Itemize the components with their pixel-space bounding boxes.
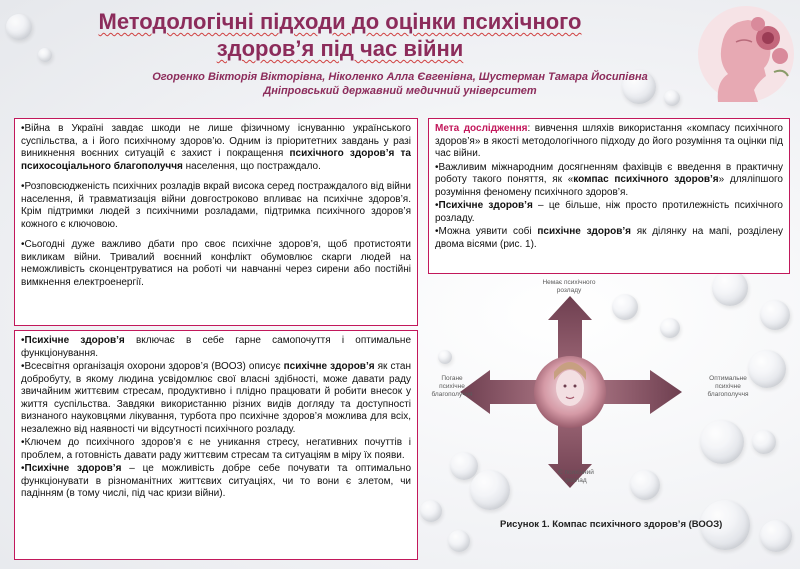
- bullet: •: [435, 200, 439, 211]
- definition-paragraph: •Ключем до психічного здоров’я є не уникання стресу, негативних почуттів і проблем, а готовність давати раду життєвим стресам та ситуаціям в міру їх появи.: [21, 437, 411, 461]
- bullet: •: [21, 463, 25, 474]
- aim-text: : вивчення шляхів використання «компасу психічного здоров’я» в якості методологічного підходу до його розуміння та оцінки під час війни.: [435, 123, 783, 159]
- compass-bottom-label: Є психічний розлад: [558, 469, 594, 484]
- figure-caption: Рисунок 1. Компас психічного здоров’я (ВООЗ): [500, 519, 723, 530]
- aim-p4-end: як ділянку на мапі, розділену двома вісями (рис. 1).: [435, 226, 783, 250]
- intro-paragraph: [21, 123, 411, 173]
- water-drop-decoration: [664, 90, 680, 106]
- intro-p1-text: •Війна в Україні завдає шкоди не лише фізичному існуванню українського суспільства, а і його психічному здоров’ю. Одним із пріоритетних завдань у разі виникнення воєнних ситуацій є захист і покращення: [21, 123, 411, 159]
- water-drop-decoration: [448, 530, 470, 552]
- definition-p1-text: включає в себе гарне самопочуття і оптимальне функціонування.: [21, 335, 411, 359]
- aim-highlight: психічне здоров’я: [537, 226, 631, 237]
- aim-label: Мета дослідження: [435, 123, 528, 134]
- university-name: Дніпровський державний медичний університет: [263, 85, 537, 97]
- aim-text-box: [428, 118, 790, 274]
- definition-highlight: психічне здоров’я: [283, 361, 375, 372]
- poster-title: Методологічні підходи до оцінки психічного здоров’я під час війни: [98, 9, 582, 61]
- definition-text-box: [14, 330, 418, 560]
- aim-paragraph: [435, 200, 783, 225]
- aim-paragraph: [435, 226, 783, 251]
- water-drop-decoration: [752, 430, 776, 454]
- definition-paragraph: [21, 335, 411, 360]
- definition-p2-end: як стан добробуту, в якому людина усвідомлює свої власні здібності, може давати раду звичайним життєвим стресам, продуктивно і плідно працювати й робити внесок у життя суспільства. Завдяки використанню різних видів догляду та доступності визнаного науковцями лікування, турбота про психічне здоров’я можлива для всіх, незалежно від наявності чи відсутності психічного розладу.: [21, 361, 412, 435]
- aim-p2-text: •Важливим міжнародним досягненням фахівців є введення в практичну роботу такого поняття, як «: [435, 161, 783, 185]
- aim-p3-text: – це більше, ніж просто протилежність психічного розладу.: [435, 200, 783, 224]
- water-drop-decoration: [6, 14, 32, 40]
- bullet: •: [21, 335, 25, 346]
- definition-p4-text: – це можливість добре себе почувати та оптимально функціонувати в різноманітних життєвих ситуаціях, чи то вони є злетом, чи падінням (в тому числі, під час кризи війни).: [21, 463, 412, 499]
- definition-highlight: Психічне здоров’я: [24, 463, 122, 474]
- definition-paragraph: [21, 361, 411, 436]
- authors-names: Огоренко Вікторія Вікторівна, Ніколенко Алла Євгенівна, Шустерман Тамара Йосипівна: [152, 71, 648, 83]
- intro-p1-end: населення, що постраждало.: [182, 160, 321, 172]
- head-with-flowers-icon: [688, 2, 796, 110]
- compass-top-label: Немає психічного розладу: [542, 279, 596, 294]
- aim-p4-text: •Можна уявити собі: [435, 226, 538, 237]
- intro-paragraph: •Розповсюдженість психічних розладів вкрай висока серед постраждалого від війни населення, й травматизація війни довгостроково впливає на психічне здоров’я. Крім підтримки людей з психічними розладами, підтримка психічного здоров’я кожного є ключовою.: [21, 181, 411, 230]
- compass-left-label: Погане психічне благополуччя: [431, 375, 473, 398]
- aim-highlight: Психічне здоров’я: [438, 200, 533, 211]
- aim-paragraph: [435, 162, 783, 200]
- water-drop-decoration: [760, 520, 792, 552]
- aim-highlight: компас психічного здоров’я: [573, 174, 719, 185]
- intro-paragraph: •Сьогодні дуже важливо дбати про своє психічне здоров’я, щоб протистояти викликам війни. Тривалий воєнний конфлікт обумовлює скарги людей на неможливість сконцентруватися на роботі чи навчанні через сирени або постійні вимкнення електроенергії.: [21, 239, 411, 288]
- compass-right-label: Оптимальне психічне благополуччя: [707, 375, 749, 398]
- intro-p1-highlight: психічного здоров’я та психосоціального благополуччя: [21, 148, 411, 172]
- aim-p2-end: » дляліпшого розуміння феномену психічного здоров’я.: [435, 174, 783, 198]
- authors-block: [140, 70, 660, 98]
- definition-p2-text: •Всесвітня організація охорони здоров’я (ВООЗ) описує: [21, 361, 284, 372]
- definition-highlight: Психічне здоров’я: [24, 335, 125, 346]
- definition-paragraph: [21, 463, 411, 501]
- water-drop-decoration: [760, 300, 790, 330]
- water-drop-decoration: [38, 48, 52, 62]
- aim-paragraph: [435, 123, 783, 161]
- intro-text-box: [14, 118, 418, 326]
